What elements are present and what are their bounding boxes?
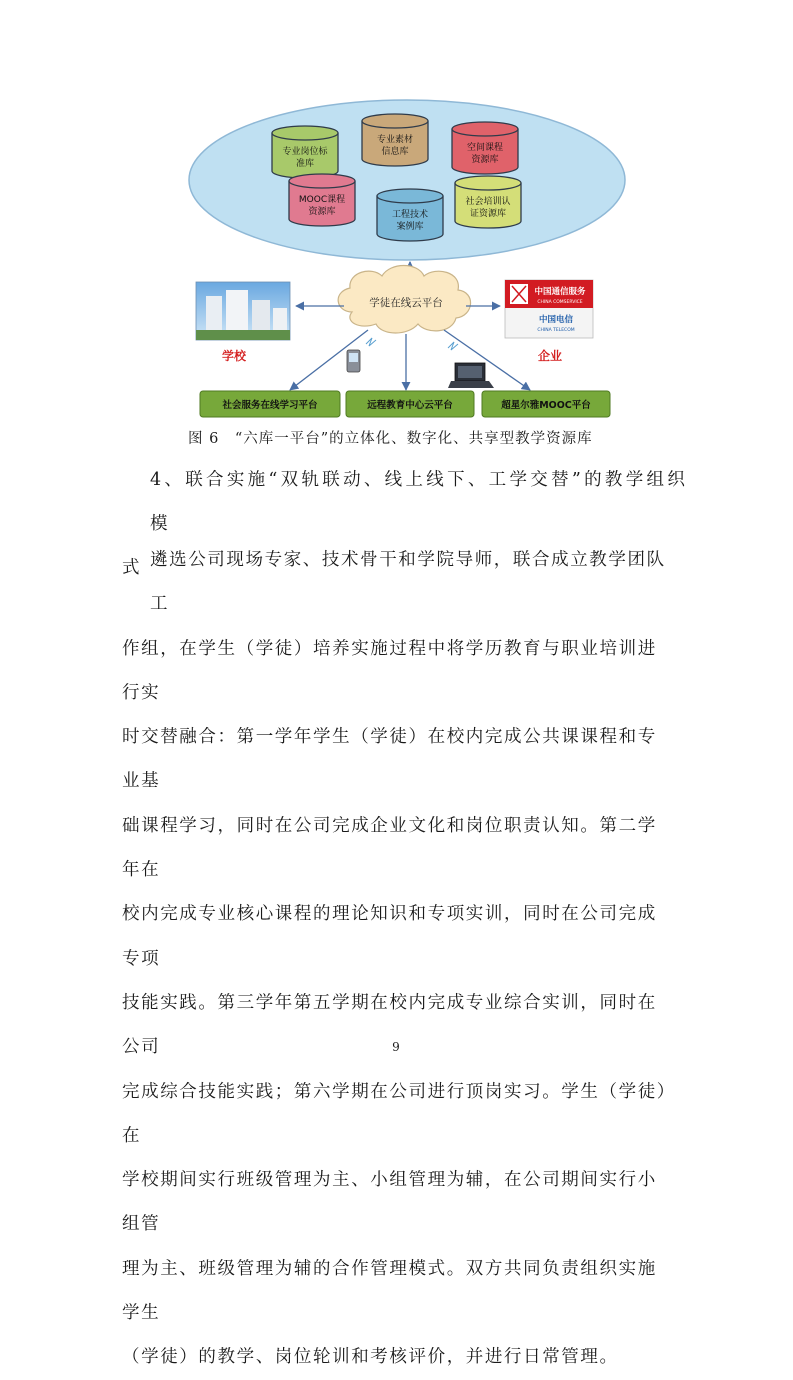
repository-label-5-line2: 案例库 — [396, 222, 424, 232]
paragraph-line: 校内完成专业核心课程的理论知识和专项实训，同时在公司完成专项 — [122, 904, 657, 969]
figure-caption: 图 6 “六库一平台”的立体化、数字化、共享型教学资源库 — [188, 431, 593, 447]
platform-box-1 — [200, 391, 340, 417]
repository-label-4-line2: 资源库 — [308, 207, 336, 217]
repository-label-3-line2: 资源库 — [471, 155, 499, 165]
repository-label-3-line1: 空间课程 — [466, 143, 504, 153]
platform-label-2: 远程教育中心云平台 — [367, 400, 453, 411]
paragraph-line: 技能实践。第三学年第五学期在校内完成专业综合实训，同时在公司 — [122, 992, 657, 1058]
logo-line2: CHINA COMSERVICE — [537, 300, 583, 305]
paragraph-line: 础课程学习，同时在公司完成企业文化和岗位职责认知。第二学年在 — [122, 815, 657, 881]
school-label: 学校 — [221, 349, 247, 363]
cloud-label: 学徒在线云平台 — [369, 297, 443, 309]
logo-line3: 中国电信 — [538, 315, 574, 325]
enterprise-label: 企业 — [537, 349, 563, 363]
paragraph-line: 作组，在学生（学徒）培养实施过程中将学历教育与职业培训进行实 — [122, 638, 657, 703]
repository-4 — [289, 174, 355, 226]
repository-label-5-line1: 工程技术 — [391, 210, 429, 220]
repository-3 — [452, 122, 518, 174]
repository-label-1-line1: 专业岗位标 — [282, 147, 328, 157]
repository-label-2-line1: 专业素材 — [376, 135, 414, 145]
paragraph-line: 学校期间实行班级管理为主、小组管理为辅，在公司期间实行小组管 — [122, 1170, 657, 1235]
school-image — [196, 282, 290, 340]
paragraph-line: 完成综合技能实践；第六学期在公司进行顶岗实习。学生（学徒）在 — [122, 1081, 668, 1146]
repository-label-1-line2: 准库 — [295, 159, 315, 169]
paragraph-line: （学徒）的教学、岗位轮训和考核评价，并进行日常管理。 — [122, 1347, 619, 1368]
repository-1 — [272, 126, 338, 178]
platform-label-1: 社会服务在线学习平台 — [222, 400, 318, 411]
logo-line4: CHINA TELECOM — [537, 328, 575, 333]
body-paragraph — [122, 538, 674, 1380]
repository-label-2-line2: 信息库 — [381, 147, 409, 157]
repository-5 — [377, 189, 443, 241]
repository-6 — [455, 176, 521, 228]
paragraph-line: 遴选公司现场专家、技术骨干和学院导师，联合成立教学团队工 — [150, 550, 666, 615]
platform-box-2 — [346, 391, 474, 417]
repository-label-6-line2: 证资源库 — [469, 209, 507, 219]
platform-label-3: 超星尔雅MOOC平台 — [501, 400, 591, 411]
heading-line-2: 式 — [122, 558, 143, 578]
paragraph-line: 时交替融合：第一学年学生（学徒）在校内完成公共课课程和专业基 — [122, 727, 657, 792]
enterprise-logo — [505, 280, 593, 338]
platform-box-3 — [482, 391, 610, 417]
logo-line1: 中国通信服务 — [534, 287, 586, 297]
repository-label-6-line1: 社会培训认 — [465, 197, 511, 207]
repository-2 — [362, 114, 428, 166]
heading-line-1: 4、联合实施“双轨联动、线上线下、工学交替”的教学组织模 — [150, 470, 689, 534]
cloud-platform — [338, 266, 470, 334]
resource-library-diagram — [0, 0, 793, 425]
paragraph-line: 理为主、班级管理为辅的合作管理模式。双方共同负责组织实施学生 — [122, 1258, 657, 1324]
repository-label-4-line1: MOOC课程 — [298, 195, 346, 205]
page-number: 9 — [392, 1040, 400, 1054]
